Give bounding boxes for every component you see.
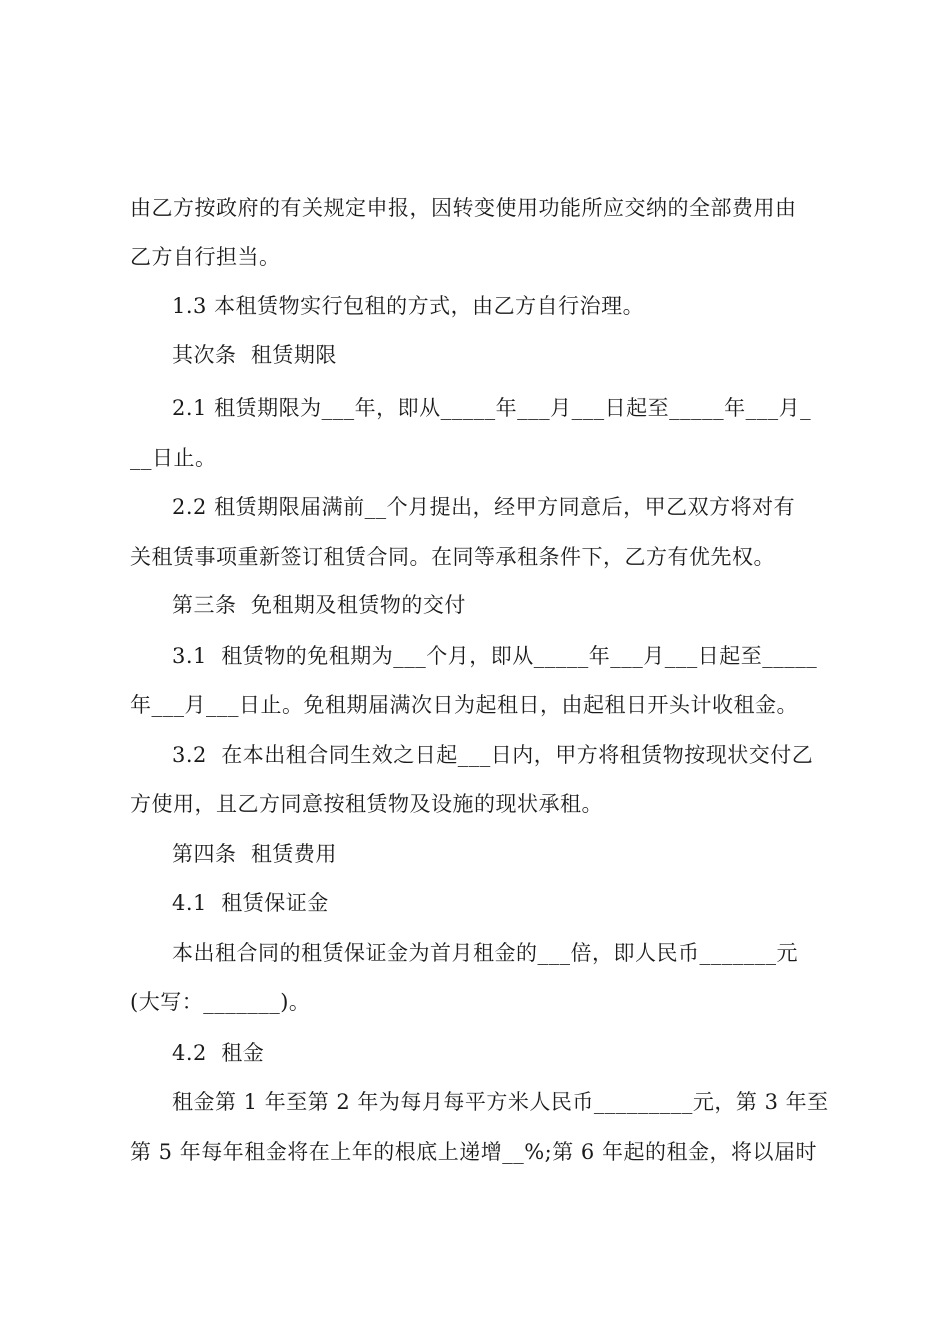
text-line: 第 5 年每年租金将在上年的根底上递增__%;第 6 年起的租金，将以届时 bbox=[130, 1140, 817, 1164]
clause-4-2-heading: 4.2 租金 bbox=[172, 1041, 265, 1065]
clause-2-1: 2.1 租赁期限为___年，即从_____年___月___日起至_____年___月_ bbox=[172, 396, 812, 420]
text-line: 由乙方按政府的有关规定申报，因转变使用功能所应交纳的全部费用由 bbox=[130, 196, 797, 220]
clause-3-1: 3.1 租赁物的免租期为___个月，即从_____年___月___日起至_____ bbox=[172, 644, 818, 668]
text-line: 乙方自行担当。 bbox=[130, 245, 281, 269]
text-line: 年___月___日止。免租期届满次日为起租日，由起租日开头计收租金。 bbox=[130, 693, 798, 717]
clause-3-2: 3.2 在本出租合同生效之日起___日内，甲方将租赁物按现状交付乙 bbox=[172, 743, 814, 767]
clause-2-2: 2.2 租赁期限届满前__个月提出，经甲方同意后，甲乙双方将对有 bbox=[172, 495, 796, 519]
section-heading-3: 第三条 免租期及租赁物的交付 bbox=[172, 593, 466, 617]
text-line: __日止。 bbox=[130, 446, 217, 470]
clause-1-3: 1.3 本租赁物实行包租的方式，由乙方自行治理。 bbox=[172, 294, 645, 318]
text-line: 关租赁事项重新签订租赁合同。在同等承租条件下，乙方有优先权。 bbox=[130, 545, 775, 569]
section-heading-2: 其次条 租赁期限 bbox=[172, 343, 337, 367]
text-line: 租金第 1 年至第 2 年为每月每平方米人民币_________元，第 3 年至 bbox=[172, 1090, 829, 1114]
text-line: 本出租合同的租赁保证金为首月租金的___倍，即人民币_______元 bbox=[172, 941, 798, 965]
section-heading-4: 第四条 租赁费用 bbox=[172, 842, 337, 866]
clause-4-1-heading: 4.1 租赁保证金 bbox=[172, 891, 329, 915]
text-line: 方使用，且乙方同意按租赁物及设施的现状承租。 bbox=[130, 792, 603, 816]
text-line: (大写：_______)。 bbox=[130, 990, 311, 1014]
